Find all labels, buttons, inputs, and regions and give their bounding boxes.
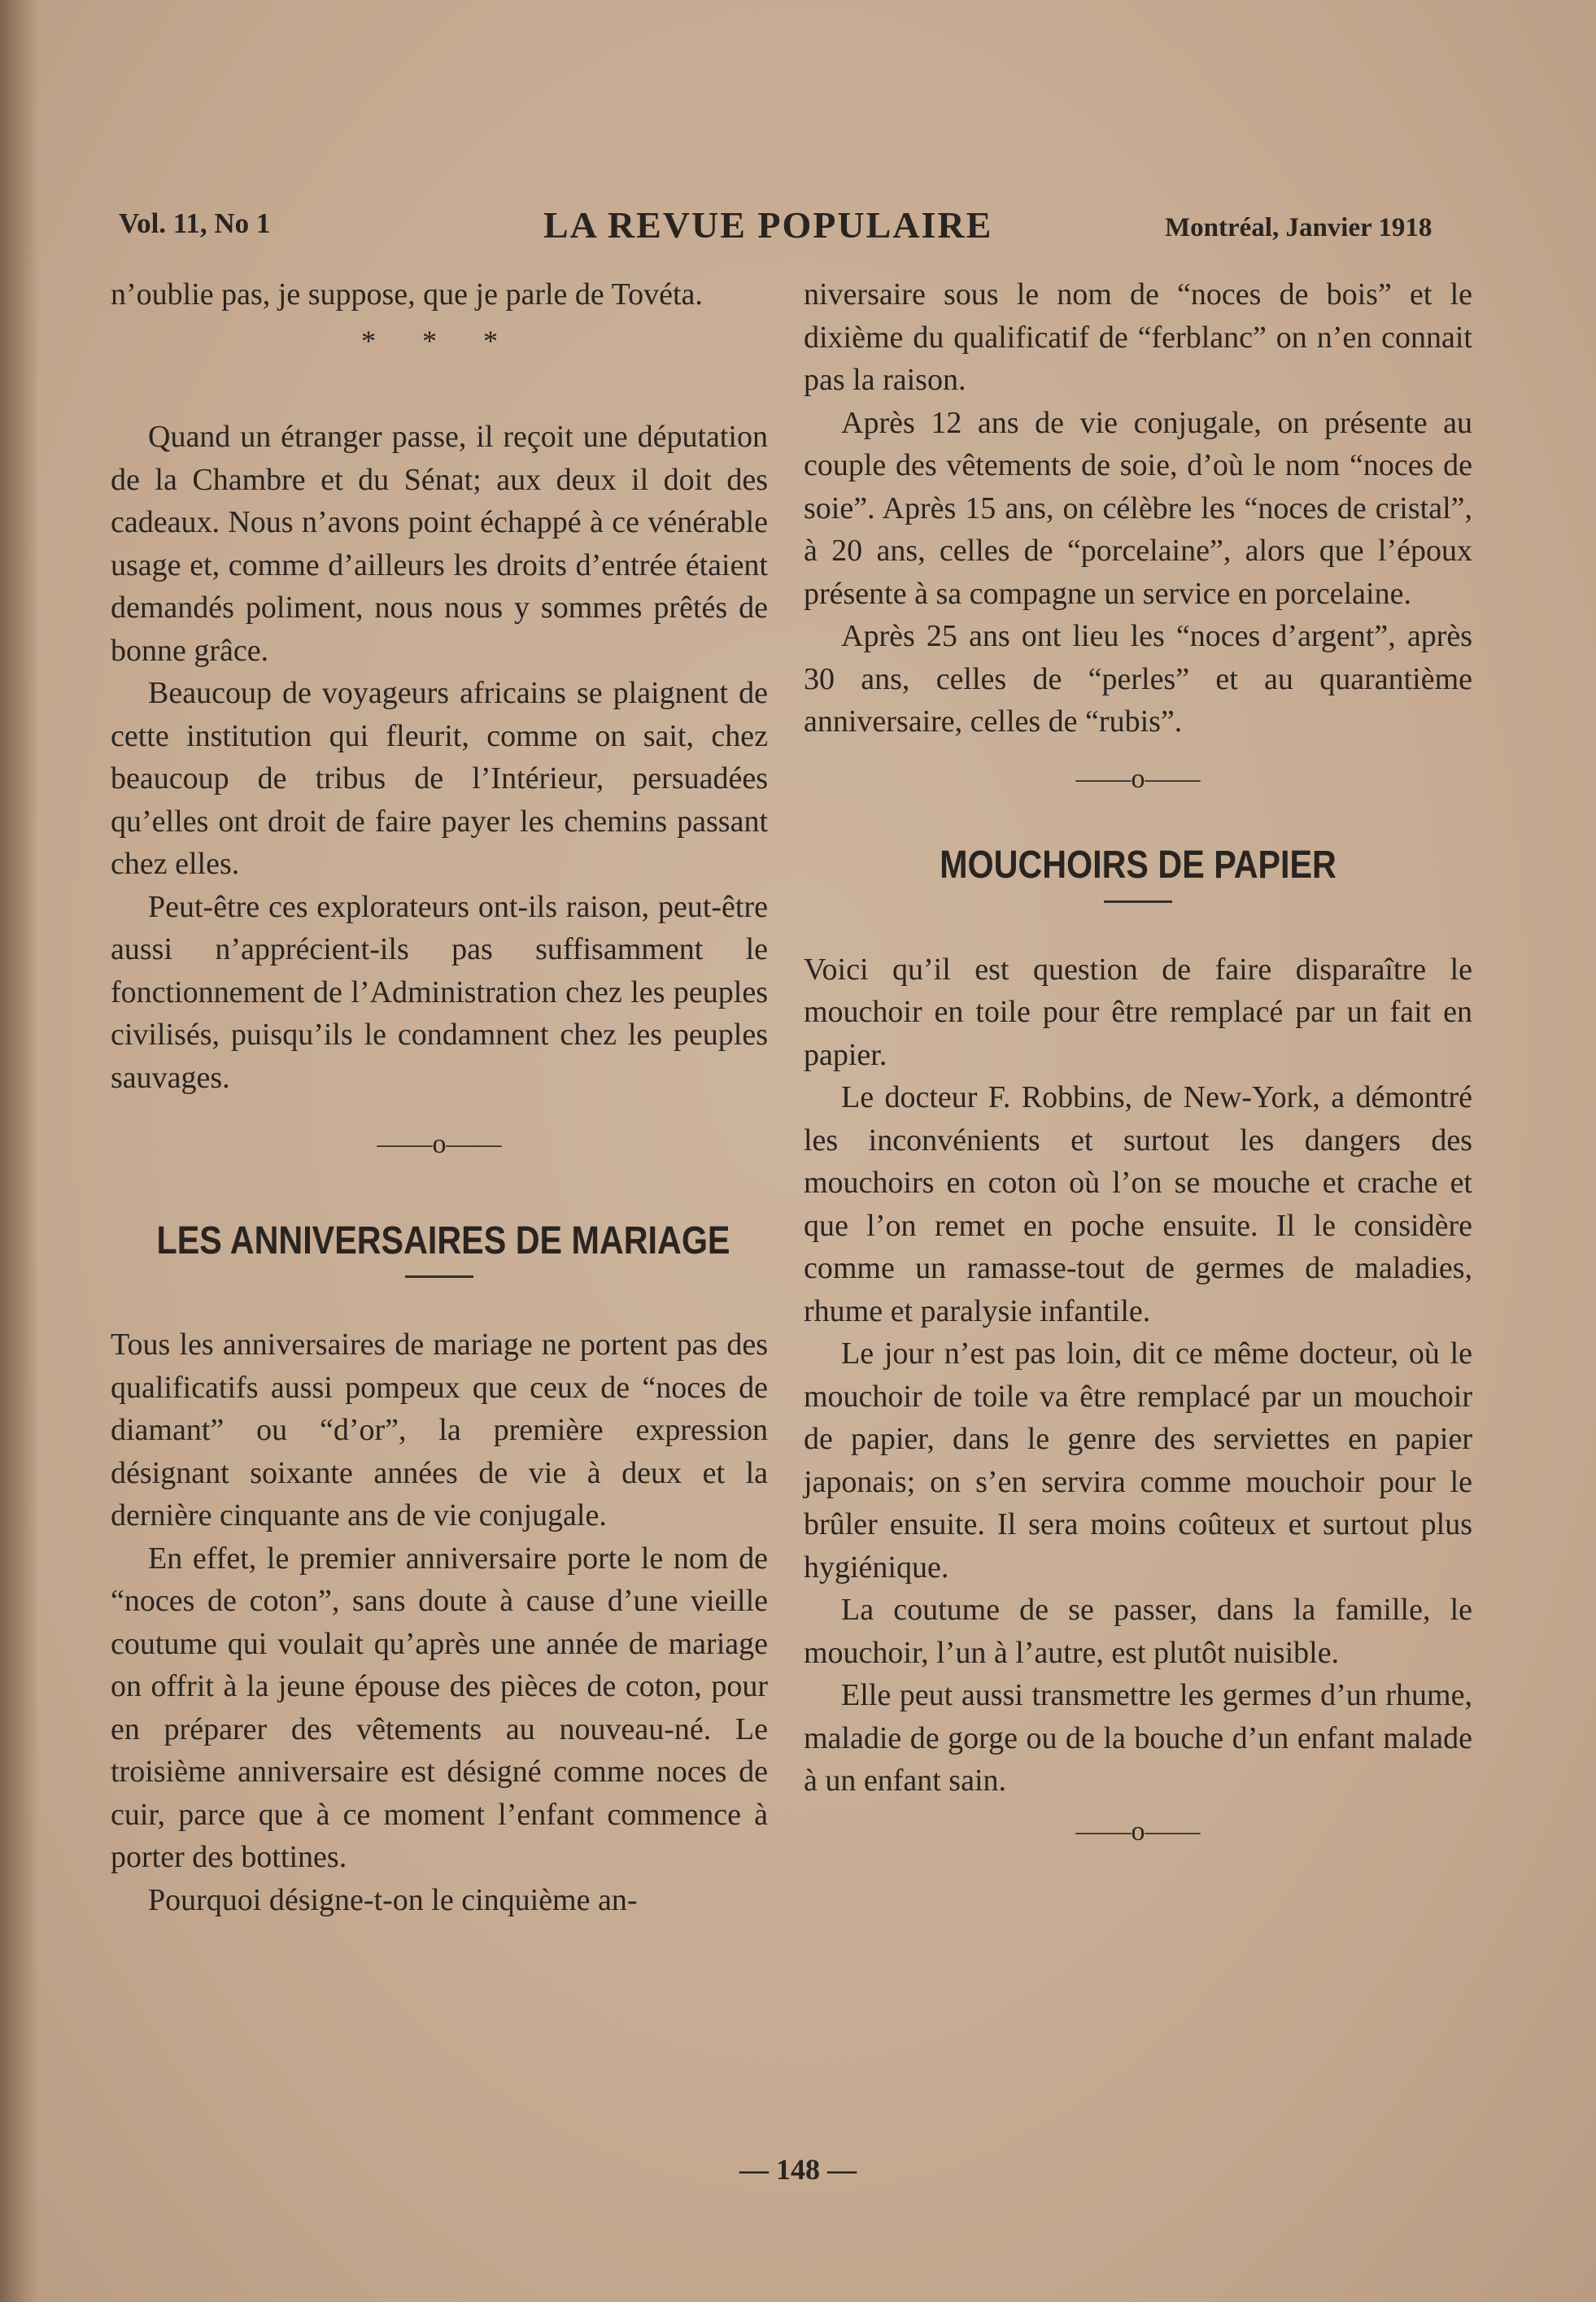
volume-label: Vol. 11, No 1 xyxy=(119,207,271,239)
paragraph: Peut-être ces explorateurs ont-ils raison, peut-être aussi n’apprécient-ils pas suffisamment le fonctionnement de l’Administration chez les peuples civilisés, puisqu’ils le condamnent chez les peuples sauvages. xyxy=(111,889,768,1095)
paragraph: Le jour n’est pas loin, dit ce même docteur, où le mouchoir de toile va être remplacé par un mouchoir de papier, dans le genre des serviettes en papier japonais; on s’en servira comme mouchoir pour le brûler ensuite. Il sera moins coûteux et surtout plus hygiénique. xyxy=(804,1336,1472,1585)
heading-underline xyxy=(1104,900,1172,903)
paragraph: Le docteur F. Robbins, de New-York, a démontré les inconvénients et surtout les dangers des mouchoirs en coton où l’on se mouche et crache et que l’on remet en poche ensuite. Il le considère comme un ramasse-tout de germes de maladies, rhume et paralysie infantile. xyxy=(804,1080,1472,1328)
paragraph: Tous les anniversaires de mariage ne portent pas des qualificatifs aussi pompeux que ceux de “noces de diamant” ou “d’or”, la première expression désignant soixante années de vie à deux et la dernière cinquante ans de vie conjugale. xyxy=(111,1328,768,1532)
paragraph: Après 12 ans de vie conjugale, on présente au couple des vêtements de soie, d’où le nom “noces de soie”. Après 15 ans, on célèbre les “noces de cristal”, à 20 ans, celles de “porcelaine”, alors que l’époux présente à sa compagne un service en porcelaine. xyxy=(804,405,1472,611)
article-heading-mouchoirs: MOUCHOIRS DE PAPIER xyxy=(940,844,1337,887)
section-break-stars: * * * xyxy=(361,324,517,357)
paragraph: Quand un étranger passe, il reçoit une députation de la Chambre et du Sénat; aux deux il doit des cadeaux. Nous n’avons point échappé à ce vénérable usage et, comme d’ailleurs les droits d’entrée étaient demandés poliment, nous nous y sommes prêtés de bonne grâce. xyxy=(111,420,768,668)
binding-shadow xyxy=(0,0,39,2302)
paragraph: La coutume de se passer, dans la famille, le mouchoir, l’un à l’autre, est plutôt nuisible. xyxy=(804,1593,1472,1670)
paragraph: Pourquoi désigne-t-on le cinquième an- xyxy=(148,1882,638,1917)
paragraph: En effet, le premier anniversaire porte le nom de “noces de coton”, sans doute à cause d’une vieille coutume qui voulait qu’après une année de mariage on offrit à la jeune épouse des pièces de coton, pour en préparer des vêtements au nouveau-né. Le troisième anniversaire est désigné comme noces de cuir, parce que à ce moment l’enfant commence à porter des bottines. xyxy=(111,1541,768,1874)
paragraph: niversaire sous le nom de “noces de bois” et le dixième du qualificatif de “ferblanc” on n’en connait pas la raison. xyxy=(804,277,1472,397)
article-heading-anniversaires: LES ANNIVERSAIRES DE MARIAGE xyxy=(156,1219,730,1262)
paragraph: Elle peut aussi transmettre les germes d’un rhume, maladie de gorge ou de la bouche d’un enfant malade à un enfant sain. xyxy=(804,1678,1472,1798)
heading-underline xyxy=(405,1275,473,1278)
paragraph: Après 25 ans ont lieu les “noces d’argent”, après 30 ans, celles de “perles” et au quarantième anniversaire, celles de “rubis”. xyxy=(804,619,1472,739)
paragraph: n’oublie pas, je suppose, que je parle de Tovéta. xyxy=(111,277,703,312)
paragraph: Voici qu’il est question de faire disparaître le mouchoir en toile pour être remplacé par un fait en papier. xyxy=(804,952,1472,1072)
section-separator: ——o—— xyxy=(1075,763,1201,794)
section-separator: ——o—— xyxy=(377,1129,502,1159)
left-column xyxy=(111,273,768,1921)
paragraph: Beaucoup de voyageurs africains se plaignent de cette institution qui fleurit, comme on sait, chez beaucoup de tribus de l’Intérieur, persuadées qu’elles ont droit de faire payer les chemins passant chez elles. xyxy=(111,676,768,881)
page-number: — 148 — xyxy=(739,2153,857,2186)
right-column xyxy=(804,273,1472,1877)
section-separator: ——o—— xyxy=(1075,1816,1201,1846)
publication-title: LA REVUE POPULAIRE xyxy=(543,204,993,246)
issue-date: Montréal, Janvier 1918 xyxy=(1165,213,1432,242)
